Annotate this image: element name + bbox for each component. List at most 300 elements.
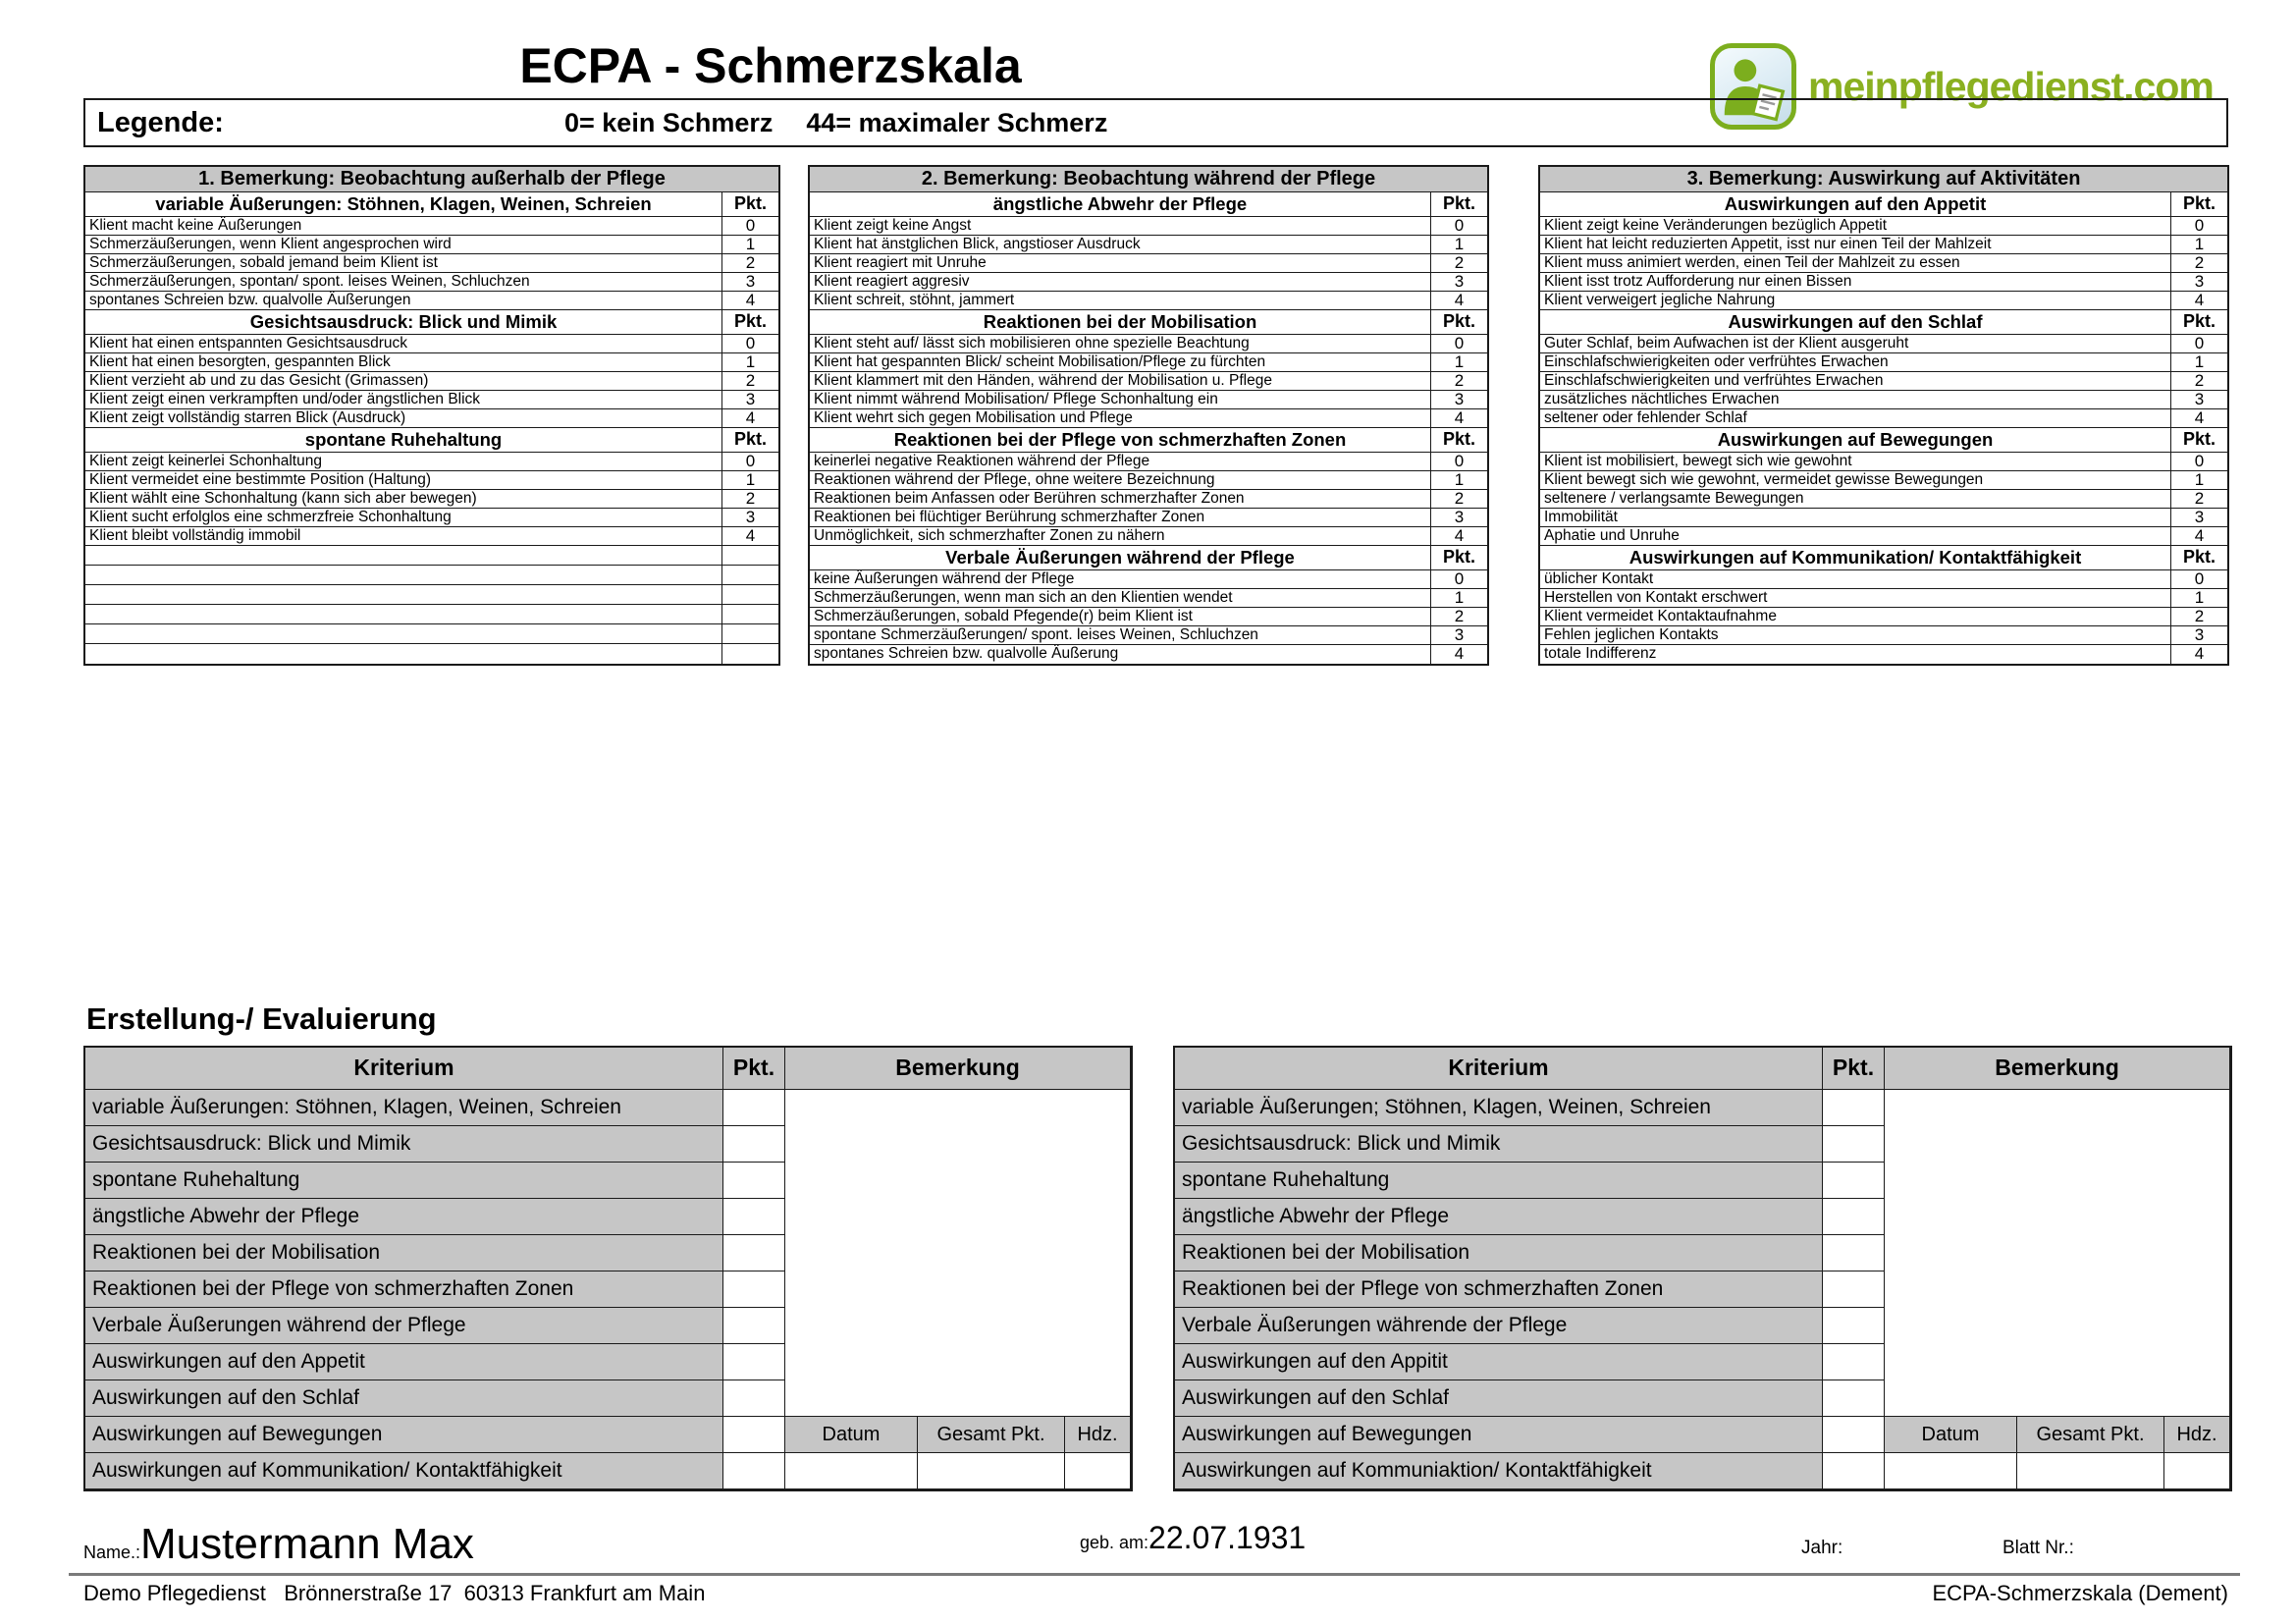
points-entry-cell (723, 1235, 785, 1271)
criterion-text: Klient zeigt vollständig starren Blick (Ausdruck) (85, 409, 722, 427)
criterion-text: Aphatie und Unruhe (1540, 527, 2171, 545)
criterion-row (85, 254, 778, 273)
criterion-row (1540, 471, 2227, 490)
empty-criterion-cell (85, 624, 722, 643)
section-header-row (810, 192, 1487, 217)
points-value: 3 (745, 390, 756, 408)
points-value: 0 (745, 452, 756, 470)
sheet-number-label: Blatt Nr.: (2002, 1538, 2074, 1558)
criterion-row (85, 471, 778, 490)
points-value: 2 (2194, 253, 2205, 272)
section-header: Auswirkungen auf den Appetit (1540, 192, 2171, 216)
points-entry-cell (723, 1308, 785, 1344)
points-value: 1 (2194, 470, 2205, 489)
points-value: 0 (2194, 216, 2205, 235)
points-entry-cell (1823, 1308, 1885, 1344)
criterion-text: Schmerzäußerungen, wenn Klient angesprochen wird (85, 236, 722, 253)
criterion-row (85, 236, 778, 254)
points-value: 4 (745, 408, 756, 427)
criterion-row (85, 409, 778, 428)
section-header: Auswirkungen auf Bewegungen (1540, 428, 2171, 452)
points-column-label: Pkt. (1442, 429, 1475, 449)
points-entry-cell (1823, 1090, 1885, 1126)
criterion-text: Einschlafschwierigkeiten oder verfrühtes Erwachen (1540, 353, 2171, 371)
points-value: 1 (1454, 235, 1465, 253)
evaluation-criterion: spontane Ruhehaltung (85, 1163, 723, 1199)
criterion-row (810, 217, 1487, 236)
evaluation-criterion: Auswirkungen auf den Appetit (85, 1344, 723, 1380)
evaluation-criterion: Verbale Äußerungen währende der Pflege (1175, 1308, 1823, 1344)
criterion-text: Schmerzäußerungen, wenn man sich an den Klientien wendet (810, 589, 1431, 607)
name-group (83, 1520, 474, 1567)
score-table-title: 1. Bemerkung: Beobachtung außerhalb der Pflege (85, 167, 778, 192)
section-header-row (810, 428, 1487, 453)
evaluation-criterion: Reaktionen bei der Pflege von schmerzhaften Zonen (85, 1271, 723, 1308)
empty-points-cell (722, 566, 778, 584)
criterion-text: Herstellen von Kontakt erschwert (1540, 589, 2171, 607)
criterion-row (1540, 608, 2227, 626)
criterion-text: Klient hat leicht reduzierten Appetit, isst nur einen Teil der Mahlzeit (1540, 236, 2171, 253)
criterion-row (810, 273, 1487, 292)
evaluation-criterion: variable Äußerungen: Stöhnen, Klagen, Weinen, Schreien (85, 1090, 723, 1126)
points-entry-cell (723, 1380, 785, 1417)
criterion-text: Klient zeigt einen verkrampften und/oder ängstlichen Blick (85, 391, 722, 408)
section-header-row (810, 310, 1487, 335)
datum-entry-cell (1885, 1453, 2017, 1489)
criterion-row (810, 589, 1487, 608)
points-entry-cell (723, 1417, 785, 1453)
criterion-text: Klient sucht erfolglos eine schmerzfreie Schonhaltung (85, 509, 722, 526)
criterion-row (1540, 570, 2227, 589)
section-header: Auswirkungen auf den Schlaf (1540, 310, 2171, 334)
points-entry-cell (723, 1163, 785, 1199)
criterion-row (1540, 292, 2227, 310)
section-header: variable Äußerungen: Stöhnen, Klagen, Weinen, Schreien (85, 192, 722, 216)
points-entry-cell (1823, 1380, 1885, 1417)
criterion-text: Klient zeigt keine Angst (810, 217, 1431, 235)
criterion-row (1540, 409, 2227, 428)
criterion-row (1540, 254, 2227, 273)
empty-points-cell (722, 605, 778, 623)
criterion-text: Klient reagiert mit Unruhe (810, 254, 1431, 272)
section-header: Gesichtsausdruck: Blick und Mimik (85, 310, 722, 334)
criterion-text: Schmerzäußerungen, sobald Pfegende(r) beim Klient ist (810, 608, 1431, 625)
points-column-label: Pkt. (1442, 547, 1475, 567)
evaluation-criterion: Auswirkungen auf den Schlaf (1175, 1380, 1823, 1417)
score-table-observation-outside-care (83, 165, 780, 666)
empty-row (85, 566, 778, 585)
criterion-row (810, 626, 1487, 645)
criterion-text: spontane Schmerzäußerungen/ spont. leises Weinen, Schluchzen (810, 626, 1431, 644)
criterion-text: Reaktionen bei flüchtiger Berührung schmerzhafter Zonen (810, 509, 1431, 526)
empty-row (85, 546, 778, 566)
criterion-row (1540, 217, 2227, 236)
section-header-row (85, 192, 778, 217)
criterion-row (1540, 645, 2227, 664)
section-header-row (1540, 428, 2227, 453)
name-label: Name.: (83, 1542, 141, 1562)
criterion-row (810, 471, 1487, 490)
evaluation-criterion: ängstliche Abwehr der Pflege (85, 1199, 723, 1235)
points-entry-cell (723, 1126, 785, 1163)
criterion-text: Schmerzäußerungen, spontan/ spont. leises Weinen, Schluchzen (85, 273, 722, 291)
hdz-entry-cell (1065, 1453, 1131, 1489)
evaluation-criterion: Reaktionen bei der Mobilisation (1175, 1235, 1823, 1271)
gesamt-pkt-header: Gesamt Pkt. (2017, 1417, 2164, 1453)
points-entry-cell (1823, 1199, 1885, 1235)
kriterium-column-header: Kriterium (1175, 1048, 1823, 1090)
points-entry-cell (1823, 1344, 1885, 1380)
agency-address: Demo Pflegedienst Brönnerstraße 17 60313 Frankfurt am Main (83, 1581, 706, 1605)
evaluation-criterion: Verbale Äußerungen während der Pflege (85, 1308, 723, 1344)
criterion-row (810, 254, 1487, 273)
points-value: 0 (1454, 452, 1465, 470)
name-value: Mustermann Max (140, 1520, 474, 1568)
criterion-text: Klient bewegt sich wie gewohnt, vermeidet gewisse Bewegungen (1540, 471, 2171, 489)
points-entry-cell (1823, 1126, 1885, 1163)
criterion-text: Klient schreit, stöhnt, jammert (810, 292, 1431, 309)
points-column-label: Pkt. (733, 193, 767, 213)
points-column-label: Pkt. (1442, 193, 1475, 213)
evaluation-criterion: Auswirkungen auf Kommunikation/ Kontaktfähigkeit (85, 1453, 723, 1489)
points-value: 2 (745, 489, 756, 508)
criterion-text: Immobilität (1540, 509, 2171, 526)
empty-points-cell (722, 585, 778, 604)
points-value: 3 (1454, 272, 1465, 291)
legend-scale (564, 100, 1107, 145)
bemerkung-column-header: Bemerkung (785, 1048, 1131, 1090)
criterion-text: spontanes Schreien bzw. qualvolle Äußerungen (85, 292, 722, 309)
points-entry-cell (723, 1199, 785, 1235)
section-header-row (810, 546, 1487, 570)
criterion-row (85, 372, 778, 391)
bemerkung-column-header: Bemerkung (1885, 1048, 2230, 1090)
criterion-text: Klient hat einen besorgten, gespannten Blick (85, 353, 722, 371)
criterion-row (810, 570, 1487, 589)
legend-label: Legende: (97, 107, 224, 138)
points-value: 0 (2194, 334, 2205, 352)
criterion-text: Klient wehrt sich gegen Mobilisation und Pflege (810, 409, 1431, 427)
empty-criterion-cell (85, 546, 722, 565)
hdz-entry-cell (2164, 1453, 2230, 1489)
score-table-observation-during-care (808, 165, 1489, 666)
pkt-column-header: Pkt. (1823, 1048, 1885, 1090)
birth-value: 22.07.1931 (1148, 1520, 1307, 1555)
points-value: 4 (1454, 408, 1465, 427)
criterion-row (1540, 490, 2227, 509)
points-entry-cell (723, 1090, 785, 1126)
evaluation-criterion: Auswirkungen auf Bewegungen (1175, 1417, 1823, 1453)
evaluation-criterion: ängstliche Abwehr der Pflege (1175, 1199, 1823, 1235)
points-value: 0 (745, 216, 756, 235)
evaluation-criterion: Reaktionen bei der Pflege von schmerzhaften Zonen (1175, 1271, 1823, 1308)
criterion-text: Klient bleibt vollständig immobil (85, 527, 722, 545)
points-value: 2 (745, 371, 756, 390)
criterion-row (1540, 527, 2227, 546)
criterion-text: Klient macht keine Äußerungen (85, 217, 722, 235)
evaluation-criterion: Reaktionen bei der Mobilisation (85, 1235, 723, 1271)
criterion-text: Klient steht auf/ lässt sich mobilisieren ohne spezielle Beachtung (810, 335, 1431, 352)
score-table-effect-on-activities (1538, 165, 2229, 666)
criterion-text: Reaktionen während der Pflege, ohne weitere Bezeichnung (810, 471, 1431, 489)
evaluation-criterion: spontane Ruhehaltung (1175, 1163, 1823, 1199)
criterion-row (1540, 626, 2227, 645)
empty-criterion-cell (85, 566, 722, 584)
criterion-text: üblicher Kontakt (1540, 570, 2171, 588)
points-value: 2 (2194, 607, 2205, 625)
points-value: 0 (2194, 452, 2205, 470)
points-entry-cell (723, 1453, 785, 1489)
evaluation-criterion: variable Äußerungen; Stöhnen, Klagen, Weinen, Schreien (1175, 1090, 1823, 1126)
criterion-row (810, 236, 1487, 254)
criterion-row (810, 335, 1487, 353)
criterion-text: spontanes Schreien bzw. qualvolle Äußerung (810, 645, 1431, 664)
points-value: 4 (2194, 408, 2205, 427)
points-entry-cell (723, 1344, 785, 1380)
section-header-row (85, 310, 778, 335)
criterion-row (1540, 353, 2227, 372)
criterion-row (810, 509, 1487, 527)
empty-criterion-cell (85, 644, 722, 664)
criterion-text: keinerlei negative Reaktionen während der Pflege (810, 453, 1431, 470)
empty-row (85, 585, 778, 605)
criterion-text: Reaktionen beim Anfassen oder Berühren schmerzhafter Zonen (810, 490, 1431, 508)
criterion-text: Klient muss animiert werden, einen Teil der Mahlzeit zu essen (1540, 254, 2171, 272)
points-value: 0 (1454, 216, 1465, 235)
points-column-label: Pkt. (2182, 193, 2216, 213)
footer-divider (69, 1573, 2240, 1576)
criterion-text: Klient wählt eine Schonhaltung (kann sich aber bewegen) (85, 490, 722, 508)
criterion-row (1540, 372, 2227, 391)
criterion-row (85, 335, 778, 353)
evaluation-heading: Erstellung-/ Evaluierung (86, 1001, 437, 1036)
points-value: 4 (2194, 291, 2205, 309)
logo-text: meinpflegedienst.com (1808, 63, 2214, 109)
section-header: Auswirkungen auf Kommunikation/ Kontaktfähigkeit (1540, 546, 2171, 569)
criterion-row (85, 490, 778, 509)
points-value: 1 (1454, 352, 1465, 371)
points-value: 0 (2194, 569, 2205, 588)
kriterium-column-header: Kriterium (85, 1048, 723, 1090)
hdz-header: Hdz. (2164, 1417, 2230, 1453)
bemerkung-entry-area (1885, 1090, 2230, 1417)
datum-header: Datum (1885, 1417, 2017, 1453)
points-value: 4 (2194, 526, 2205, 545)
points-value: 1 (2194, 235, 2205, 253)
points-value: 3 (1454, 390, 1465, 408)
points-value: 0 (1454, 334, 1465, 352)
points-value: 4 (2194, 644, 2205, 663)
points-value: 1 (745, 235, 756, 253)
evaluation-criterion: Auswirkungen auf den Schlaf (85, 1380, 723, 1417)
evaluation-criterion: Auswirkungen auf Kommuniaktion/ Kontaktfähigkeit (1175, 1453, 1823, 1489)
evaluation-criterion: Auswirkungen auf Bewegungen (85, 1417, 723, 1453)
criterion-text: Klient verzieht ab und zu das Gesicht (Grimassen) (85, 372, 722, 390)
criterion-row (810, 353, 1487, 372)
score-table-title: 3. Bemerkung: Auswirkung auf Aktivitäten (1540, 167, 2227, 192)
points-value: 3 (2194, 508, 2205, 526)
gesamt-pkt-header: Gesamt Pkt. (918, 1417, 1065, 1453)
birth-label: geb. am: (1080, 1533, 1149, 1552)
year-label: Jahr: (1801, 1538, 1843, 1558)
points-value: 3 (1454, 508, 1465, 526)
points-value: 1 (745, 470, 756, 489)
criterion-row (810, 372, 1487, 391)
points-value: 2 (1454, 371, 1465, 390)
criterion-text: Klient isst trotz Aufforderung nur einen Bissen (1540, 273, 2171, 291)
points-value: 2 (2194, 371, 2205, 390)
criterion-text: Unmöglichkeit, sich schmerzhafter Zonen zu nähern (810, 527, 1431, 545)
section-header: spontane Ruhehaltung (85, 428, 722, 452)
points-column-label: Pkt. (733, 429, 767, 449)
criterion-text: Schmerzäußerungen, sobald jemand beim Klient ist (85, 254, 722, 272)
points-value: 3 (2194, 625, 2205, 644)
points-value: 1 (1454, 470, 1465, 489)
section-header: ängstliche Abwehr der Pflege (810, 192, 1431, 216)
gesamt-pkt-entry-cell (2017, 1453, 2164, 1489)
points-entry-cell (1823, 1453, 1885, 1489)
points-value: 1 (2194, 588, 2205, 607)
criterion-row (85, 453, 778, 471)
empty-row (85, 605, 778, 624)
criterion-text: Einschlafschwierigkeiten und verfrühtes Erwachen (1540, 372, 2171, 390)
section-header-row (85, 428, 778, 453)
points-value: 1 (1454, 588, 1465, 607)
points-value: 2 (2194, 489, 2205, 508)
empty-criterion-cell (85, 605, 722, 623)
criterion-text: Klient vermeidet Kontaktaufnahme (1540, 608, 2171, 625)
points-value: 0 (1454, 569, 1465, 588)
points-column-label: Pkt. (2182, 547, 2216, 567)
page-title: ECPA - Schmerzskala (519, 38, 1022, 93)
criterion-row (1540, 391, 2227, 409)
criterion-row (85, 273, 778, 292)
criterion-text: Klient hat einen entspannten Gesichtsausdruck (85, 335, 722, 352)
points-value: 0 (745, 334, 756, 352)
points-value: 4 (745, 526, 756, 545)
criterion-text: Klient vermeidet eine bestimmte Position (Haltung) (85, 471, 722, 489)
points-value: 3 (745, 272, 756, 291)
points-entry-cell (1823, 1417, 1885, 1453)
points-value: 3 (745, 508, 756, 526)
section-header: Reaktionen bei der Mobilisation (810, 310, 1431, 334)
birth-group (1080, 1520, 1306, 1567)
criterion-text: Klient klammert mit den Händen, während der Mobilisation u. Pflege (810, 372, 1431, 390)
criterion-text: Klient zeigt keine Veränderungen bezüglich Appetit (1540, 217, 2171, 235)
section-header: Verbale Äußerungen während der Pflege (810, 546, 1431, 569)
criterion-row (1540, 509, 2227, 527)
points-value: 4 (745, 291, 756, 309)
evaluation-table-right (1173, 1046, 2232, 1491)
criterion-row (810, 608, 1487, 626)
points-entry-cell (1823, 1271, 1885, 1308)
points-value: 4 (1454, 644, 1465, 663)
criterion-text: Klient reagiert aggresiv (810, 273, 1431, 291)
evaluation-criterion: Gesichtsausdruck: Blick und Mimik (85, 1126, 723, 1163)
section-header-row (1540, 192, 2227, 217)
points-entry-cell (1823, 1235, 1885, 1271)
points-value: 4 (1454, 291, 1465, 309)
points-value: 2 (1454, 607, 1465, 625)
empty-points-cell (722, 624, 778, 643)
legend-max: 44= maximaler Schmerz (806, 108, 1108, 137)
criterion-row (85, 217, 778, 236)
score-table-title: 2. Bemerkung: Beobachtung während der Pflege (810, 167, 1487, 192)
legend-zero: 0= kein Schmerz (564, 108, 774, 137)
points-column-label: Pkt. (1442, 311, 1475, 331)
points-value: 2 (1454, 253, 1465, 272)
criterion-text: seltenere / verlangsamte Bewegungen (1540, 490, 2171, 508)
criterion-text: seltener oder fehlender Schlaf (1540, 409, 2171, 427)
criterion-text: Guter Schlaf, beim Aufwachen ist der Klient ausgeruht (1540, 335, 2171, 352)
criterion-text: zusätzliches nächtliches Erwachen (1540, 391, 2171, 408)
criterion-row (85, 353, 778, 372)
section-header-row (1540, 310, 2227, 335)
evaluation-criterion: Auswirkungen auf den Appitit (1175, 1344, 1823, 1380)
criterion-row (1540, 273, 2227, 292)
empty-row (85, 644, 778, 664)
empty-points-cell (722, 644, 778, 664)
criterion-text: Klient zeigt keinerlei Schonhaltung (85, 453, 722, 470)
evaluation-criterion: Gesichtsausdruck: Blick und Mimik (1175, 1126, 1823, 1163)
points-value: 4 (1454, 526, 1465, 545)
criterion-row (1540, 335, 2227, 353)
criterion-row (85, 391, 778, 409)
criterion-text: Klient hat änstglichen Blick, angstioser Ausdruck (810, 236, 1431, 253)
criterion-row (810, 292, 1487, 310)
criterion-row (810, 409, 1487, 428)
criterion-row (810, 391, 1487, 409)
points-value: 3 (1454, 625, 1465, 644)
criterion-row (1540, 236, 2227, 254)
criterion-row (1540, 453, 2227, 471)
section-header: Reaktionen bei der Pflege von schmerzhaften Zonen (810, 428, 1431, 452)
criterion-text: Klient ist mobilisiert, bewegt sich wie gewohnt (1540, 453, 2171, 470)
points-entry-cell (723, 1271, 785, 1308)
form-name: ECPA-Schmerzskala (Dement) (1932, 1581, 2228, 1605)
criterion-text: Klient nimmt während Mobilisation/ Pflege Schonhaltung ein (810, 391, 1431, 408)
criterion-row (85, 292, 778, 310)
gesamt-pkt-entry-cell (918, 1453, 1065, 1489)
criterion-text: Klient hat gespannten Blick/ scheint Mobilisation/Pflege zu fürchten (810, 353, 1431, 371)
points-value: 1 (2194, 352, 2205, 371)
section-header-row (1540, 546, 2227, 570)
bemerkung-entry-area (785, 1090, 1131, 1417)
points-entry-cell (1823, 1163, 1885, 1199)
datum-header: Datum (785, 1417, 918, 1453)
points-column-label: Pkt. (2182, 311, 2216, 331)
empty-row (85, 624, 778, 644)
criterion-text: keine Äußerungen während der Pflege (810, 570, 1431, 588)
criterion-row (85, 527, 778, 546)
criterion-row (1540, 589, 2227, 608)
criterion-text: Klient verweigert jegliche Nahrung (1540, 292, 2171, 309)
datum-entry-cell (785, 1453, 918, 1489)
criterion-row (810, 490, 1487, 509)
criterion-row (810, 527, 1487, 546)
points-column-label: Pkt. (733, 311, 767, 331)
points-value: 1 (745, 352, 756, 371)
criterion-text: totale Indifferenz (1540, 645, 2171, 664)
criterion-row (810, 453, 1487, 471)
points-value: 3 (2194, 272, 2205, 291)
points-column-label: Pkt. (2182, 429, 2216, 449)
criterion-row (85, 509, 778, 527)
points-value: 2 (1454, 489, 1465, 508)
pkt-column-header: Pkt. (723, 1048, 785, 1090)
empty-points-cell (722, 546, 778, 565)
empty-criterion-cell (85, 585, 722, 604)
